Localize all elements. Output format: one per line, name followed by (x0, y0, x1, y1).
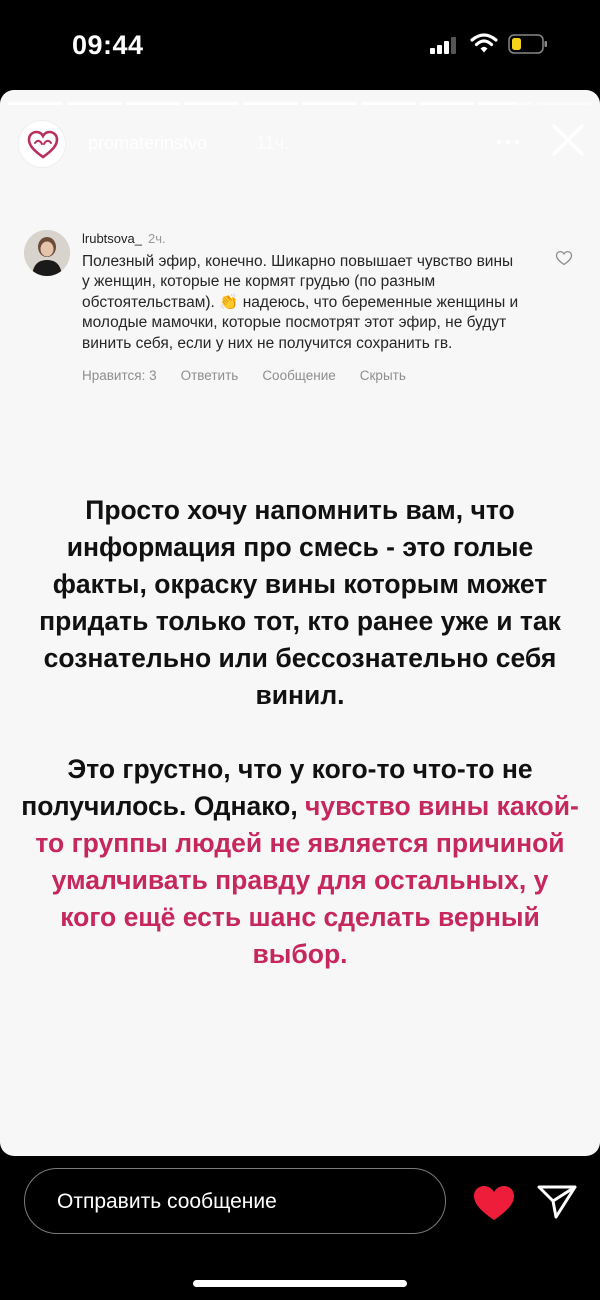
story-username[interactable]: promaterinstvo (88, 133, 208, 153)
home-indicator[interactable] (193, 1280, 407, 1287)
comment-text: Полезный эфир, конечно. Шикарно повышает чувство вины у женщин, которые не кормят грудью (по разным обстоятельствам). 👏 надеюсь, что беременные женщины и молодые мамочки, которые посмотрят этот эфир, не будут винить себя, если у них не получится сохранить гв. (82, 253, 519, 352)
more-icon[interactable] (494, 130, 522, 154)
close-icon[interactable] (548, 120, 588, 160)
story-main-text (20, 492, 580, 973)
commenter-avatar[interactable] (24, 230, 70, 276)
story-time-ago: 11ч. (256, 133, 290, 153)
wifi-icon (470, 32, 498, 54)
story-paragraph-2-highlight: чувство вины какой-то группы людей не является причиной умалчивать правду для остальных, у кого ещё есть шанс сделать верный выбор. (35, 791, 579, 969)
comment-message-button[interactable]: Сообщение (262, 368, 336, 384)
send-message-input[interactable] (24, 1168, 446, 1234)
comment-username[interactable]: lrubtsova_ (82, 231, 142, 246)
story-paragraph-2-plain: Это грустно, что у кого-то что-то не получилось. Однако, (21, 754, 533, 821)
send-icon[interactable] (536, 1184, 578, 1220)
comment-reply-button[interactable]: Ответить (180, 368, 239, 384)
heart-icon[interactable] (472, 1184, 516, 1222)
comment-like-heart-icon[interactable] (555, 250, 573, 266)
comment-time-ago: 2ч. (147, 231, 166, 246)
battery-low-power-icon (508, 34, 548, 54)
story-progress-bar (8, 102, 592, 105)
status-time: 09:44 (72, 30, 144, 60)
story-paragraph-1: Просто хочу напомнить вам, что информация про смесь - это голые факты, окраску вины которым может придать только тот, кто ранее уже и так сознательно или бессознательно себя винил. (39, 495, 561, 710)
heart-logo-icon[interactable] (18, 120, 66, 168)
comment-hide-button[interactable]: Скрыть (359, 368, 406, 384)
send-message-placeholder: Отправить сообщение (57, 1190, 277, 1213)
status-bar (0, 0, 600, 90)
comment-likes-count[interactable]: Нравится: 3 (82, 368, 157, 384)
cellular-signal-icon (430, 36, 460, 54)
story-paragraph-2 (20, 751, 580, 973)
story-header (18, 120, 588, 168)
comment-body (82, 230, 522, 383)
comment-actions (82, 368, 522, 383)
story-card[interactable] (0, 90, 600, 1156)
